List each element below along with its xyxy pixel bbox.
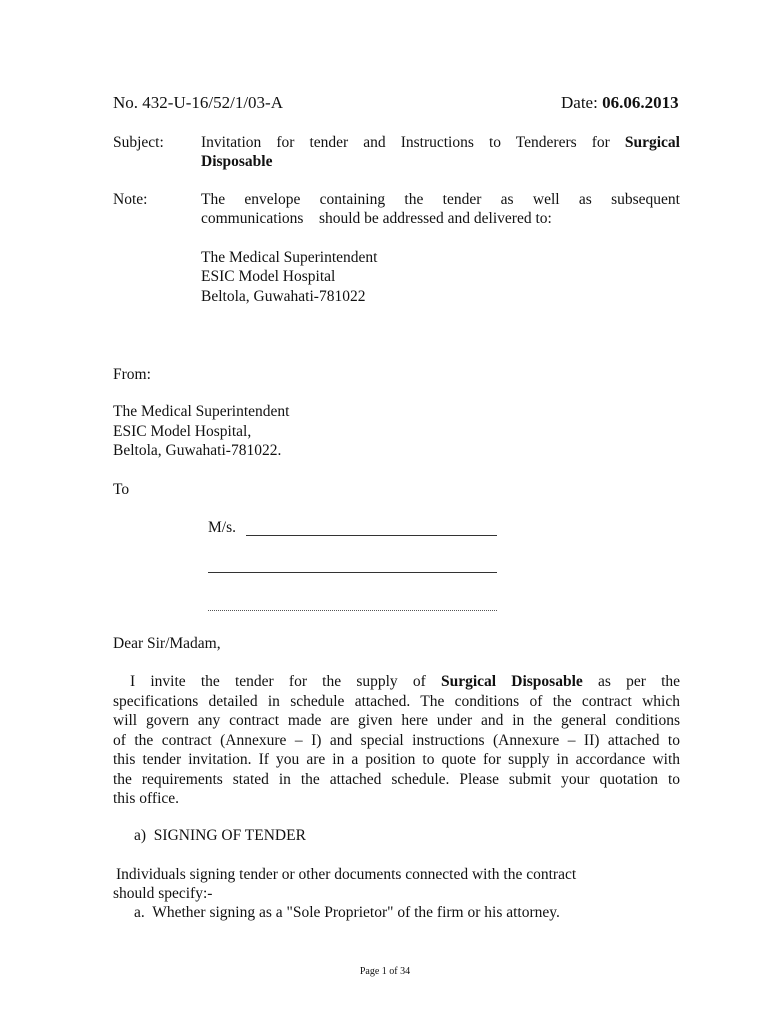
- to-label: To: [113, 481, 130, 498]
- page-number: Page 1 of 34: [359, 966, 411, 977]
- note-label: Note:: [113, 191, 148, 208]
- note-line1: The envelope containing the tender as well as subsequent: [201, 191, 680, 208]
- reference-number: No. 432-U-16/52/1/03-A: [113, 93, 283, 112]
- addressee-line-2: [208, 572, 497, 573]
- note-line2: communications should be addressed and delivered to:: [201, 210, 552, 227]
- section-item-a: a. Whether signing as a "Sole Proprietor" of the firm or his attorney.: [134, 904, 560, 921]
- section-intro-line1: Individuals signing tender or other documents connected with the contract: [116, 866, 577, 883]
- note-address-line2: ESIC Model Hospital: [201, 268, 336, 285]
- body-line: specifications detailed in schedule attached. The conditions of the contract which: [113, 693, 680, 710]
- body-line1: [130, 673, 680, 691]
- subject-label: Subject:: [113, 134, 164, 151]
- body-line: the requirements stated in the attached schedule. Please submit your quotation to: [113, 770, 680, 788]
- note-address-line3: Beltola, Guwahati-781022: [201, 288, 366, 305]
- document-date: [561, 93, 679, 113]
- from-address-line3: Beltola, Guwahati-781022.: [113, 442, 282, 459]
- addressee-line-3: [208, 610, 497, 611]
- section-intro-line2: should specify:-: [113, 885, 213, 902]
- subject-text-bold2: Disposable: [201, 153, 273, 170]
- subject-text-pre: Invitation for tender and Instructions to Tenderers for: [201, 134, 625, 151]
- date-value: 06.06.2013: [602, 93, 679, 112]
- body-line: this office.: [113, 790, 180, 808]
- ms-label: M/s.: [208, 519, 236, 536]
- subject-text-line2: [201, 153, 273, 171]
- subject-text-line1: [201, 134, 680, 152]
- from-address-line1: The Medical Superintendent: [113, 403, 290, 420]
- note-address-line1: The Medical Superintendent: [201, 249, 378, 266]
- body-item-name: Surgical Disposable: [440, 673, 583, 690]
- section-heading-signing: a) SIGNING OF TENDER: [134, 827, 306, 844]
- addressee-line-1: [246, 535, 497, 536]
- salutation: Dear Sir/Madam,: [113, 635, 221, 652]
- body-line: will govern any contract made are given here under and in the general conditions: [113, 712, 680, 730]
- from-label: From:: [113, 366, 151, 383]
- body-line1-pre: I invite the tender for the supply of: [130, 673, 441, 690]
- body-paragraph: [113, 692, 680, 808]
- body-line: this tender invitation. If you are in a position to quote for supply in accordance with: [113, 751, 680, 769]
- date-label: Date:: [561, 93, 603, 112]
- body-line1-post: as per the: [582, 673, 681, 690]
- subject-text-bold: Surgical: [624, 134, 680, 151]
- body-line: of the contract (Annexure – I) and special instructions (Annexure – II) attached to: [113, 731, 680, 749]
- from-address-line2: ESIC Model Hospital,: [113, 423, 252, 440]
